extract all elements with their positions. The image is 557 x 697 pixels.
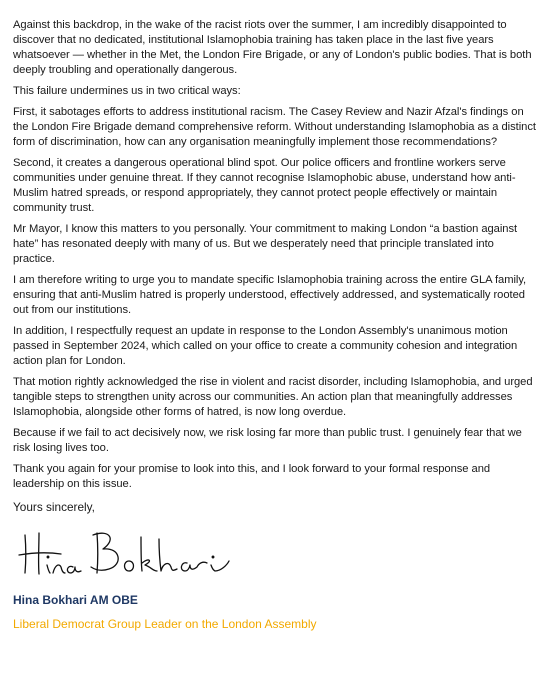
handwritten-signature (17, 527, 232, 583)
paragraph-request-update: In addition, I respectfully request an update in response to the London Assembly's unanimous motion passed in September 2024, which called on your office to create a community cohesion and integration action plan for London. (13, 325, 518, 367)
paragraph-request-training: I am therefore writing to urge you to mandate specific Islamophobia training across the entire GLA family, ensuring that anti-Muslim hatred is properly understood, effectively addressed, and systematically rooted out from our institutions. (13, 274, 527, 316)
signatory-name: Hina Bokhari AM OBE (13, 593, 138, 607)
paragraph-mayor: Mr Mayor, I know this matters to you personally. Your commitment to making London “a bastion against hate” has resonated deeply with many of us. But we desperately need that principle translated into practice. (13, 223, 518, 265)
paragraph-failure: This failure undermines us in two critical ways: (13, 85, 241, 97)
paragraph-backdrop: Against this backdrop, in the wake of the racist riots over the summer, I am incredibly disappointed to discover that no dedicated, institutional Islamophobia training has taken place in the last five years whatsoever — whether in the Met, the London Fire Brigade, or any of London's public bodies. That is both deeply troubling and operationally dangerous. (13, 19, 532, 76)
paragraph-motion: That motion rightly acknowledged the rise in violent and racist disorder, including Islamophobia, and urged tangible steps to strengthen unity across our communities. An action plan that meaningfully addresses Islamophobia, alongside other forms of hatred, is now long overdue. (13, 376, 533, 418)
paragraph-thanks: Thank you again for your promise to look into this, and I look forward to your formal response and leadership on this issue. (13, 463, 491, 490)
closing-salutation: Yours sincerely, (13, 500, 95, 514)
paragraph-first-point: First, it sabotages efforts to address institutional racism. The Casey Review and Nazir Afzal's findings on the London Fire Brigade demand comprehensive reform. Without understanding Islamophobia as a distinct form of discrimination, how can any organisation meaningfully implement those recommendations? (13, 106, 536, 148)
signatory-title: Liberal Democrat Group Leader on the London Assembly (13, 617, 317, 631)
paragraph-warning: Because if we fail to act decisively now, we risk losing far more than public trust. I genuinely fear that we risk losing lives too. (13, 427, 522, 454)
paragraph-second-point: Second, it creates a dangerous operational blind spot. Our police officers and frontline workers serve communities under genuine threat. If they cannot recognise Islamophobic abuse, understand how anti-Muslim hatred spreads, or respond appropriately, they cannot protect people effectively or maintain community trust. (13, 157, 516, 214)
